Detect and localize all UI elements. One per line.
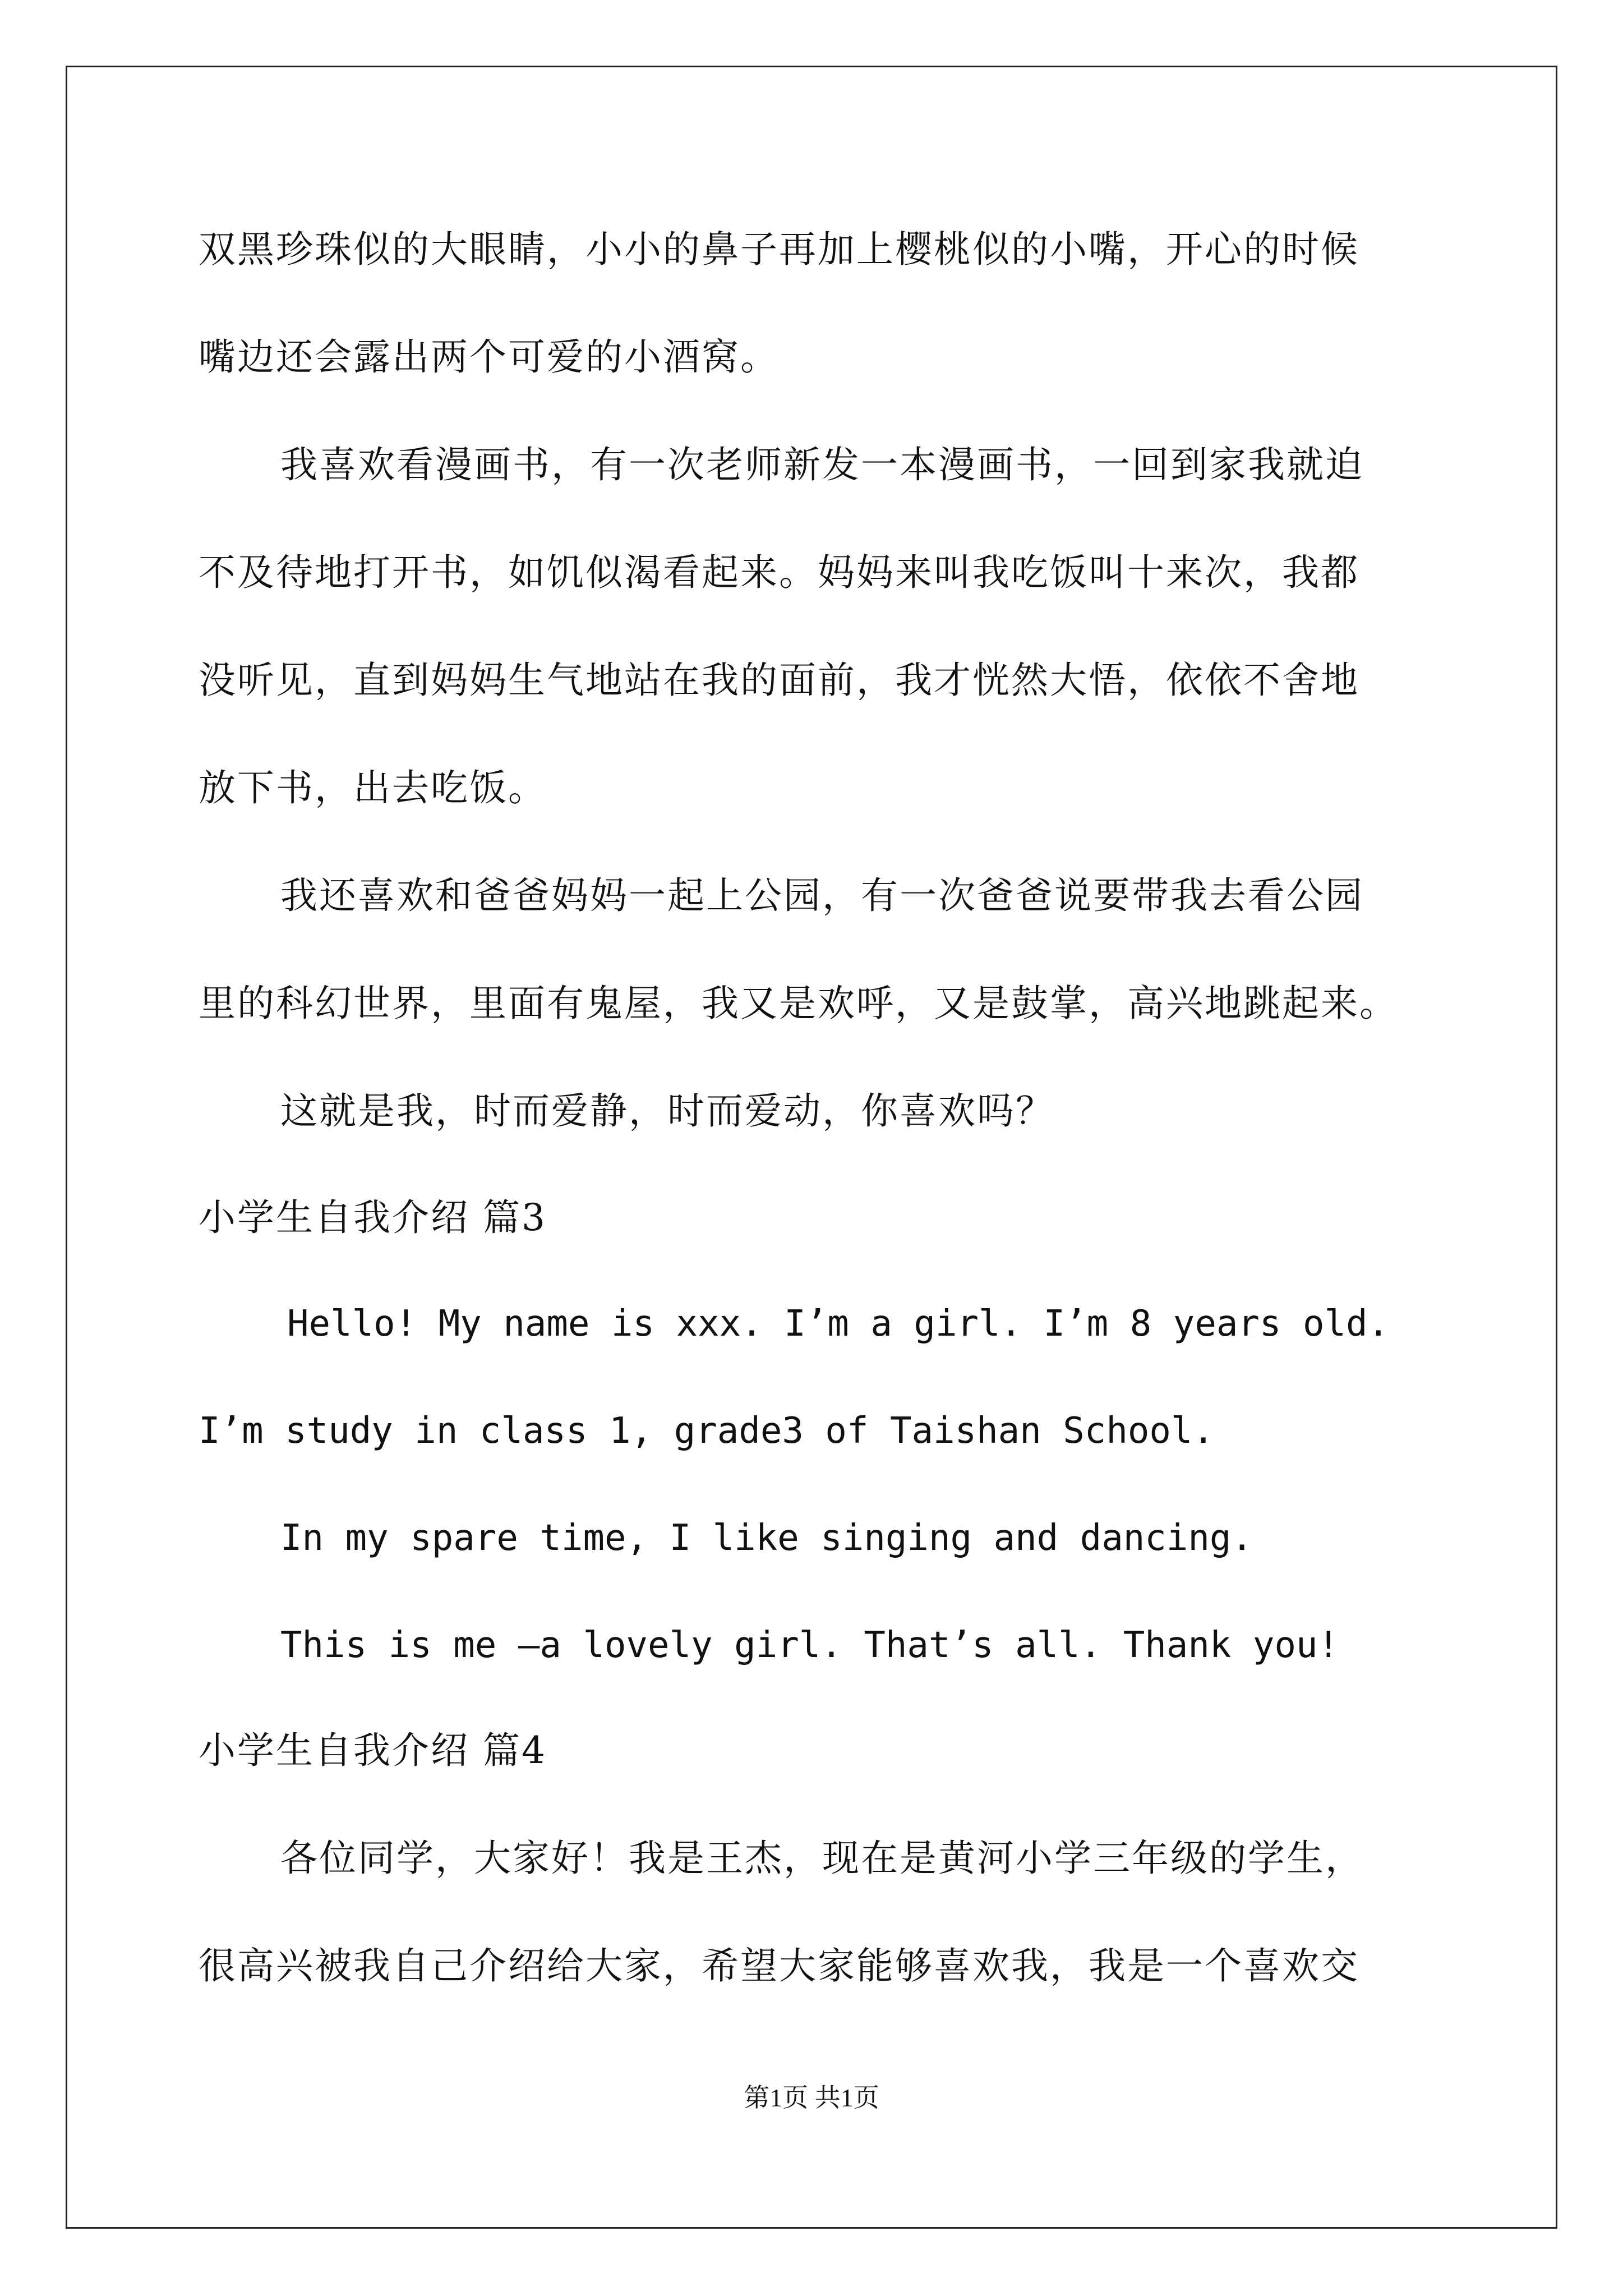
- paragraph-first-line: 我还喜欢和爸爸妈妈一起上公园，有一次爸爸说要带我去看公园: [280, 874, 1364, 917]
- paragraph-first-line: 各位同学，大家好！我是王杰，现在是黄河小学三年级的学生，: [280, 1837, 1364, 1880]
- body-text-line: 没听见，直到妈妈生气地站在我的面前，我才恍然大悟，依依不舍地: [199, 659, 1359, 702]
- section-heading: 小学生自我介绍 篇4: [199, 1729, 547, 1772]
- body-text-line: 不及待地打开书，如饥似渴看起来。妈妈来叫我吃饭叫十来次，我都: [199, 551, 1359, 594]
- paragraph-first-line: 这就是我，时而爱静，时而爱动，你喜欢吗？: [280, 1089, 1054, 1133]
- english-paragraph-line: This is me –a lovely girl. That’s all. Thank you!: [280, 1625, 1340, 1666]
- page-border: [66, 66, 1557, 2229]
- section-heading: 小学生自我介绍 篇3: [199, 1196, 547, 1239]
- page-number-footer: 第1页 共1页: [744, 2083, 879, 2112]
- body-text-line: 放下书，出去吃饭。: [199, 766, 547, 809]
- body-text-line: 很高兴被我自己介绍给大家，希望大家能够喜欢我，我是一个喜欢交: [199, 1944, 1359, 1987]
- body-text-line: 双黑珍珠似的大眼睛，小小的鼻子再加上樱桃似的小嘴，开心的时候: [199, 228, 1359, 271]
- body-text-line: 里的科幻世界，里面有鬼屋，我又是欢呼，又是鼓掌，高兴地跳起来。: [199, 982, 1398, 1025]
- english-paragraph-line: In my spare time, I like singing and dancing.: [280, 1517, 1253, 1559]
- english-paragraph-line: Hello! My name is xxx. I’m a girl. I’m 8 years old.: [287, 1303, 1390, 1345]
- english-paragraph-line: I’m study in class 1, grade3 of Taishan School.: [199, 1410, 1214, 1452]
- body-text-line: 嘴边还会露出两个可爱的小酒窝。: [199, 335, 779, 379]
- paragraph-first-line: 我喜欢看漫画书，有一次老师新发一本漫画书，一回到家我就迫: [280, 443, 1364, 486]
